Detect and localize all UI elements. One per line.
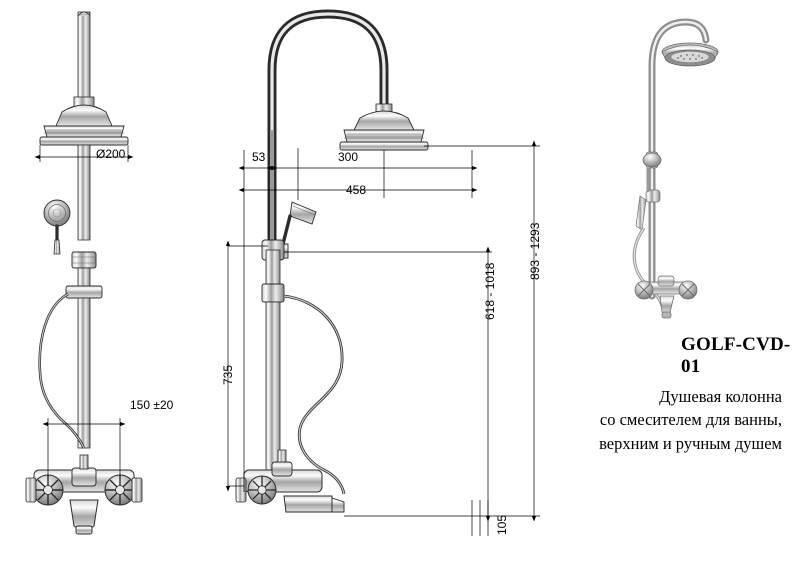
side-view [236,11,428,512]
dimension-label-inlet-centers: 150 ±20 [130,398,174,412]
dimension-label-arm-reach: 300 [338,150,359,164]
dimension-label-handset-holder-height: 735 [221,364,235,385]
product-description-line-1: Душевая колонна [659,387,782,406]
product-description-line-3: верхним и ручным душем [599,433,782,453]
dimension-label-overall-height-range: 893 - 1293 [528,222,542,280]
dimension-label-shower-head-diameter: Ø200 [96,147,126,161]
product-photo [634,22,718,318]
front-view [26,12,142,534]
product-description [599,385,782,455]
dimension-label-riser-height-range: 618 - 1018 [483,262,497,320]
product-description-line-2: со смесителем для ванны, [599,410,782,430]
dimension-label-spout-projection: 105 [495,514,509,535]
product-code: GOLF-CVD-01 [681,334,791,377]
dimension-label-total-reach: 458 [346,183,367,197]
dimension-label-wall-to-riser: 53 [252,150,266,164]
